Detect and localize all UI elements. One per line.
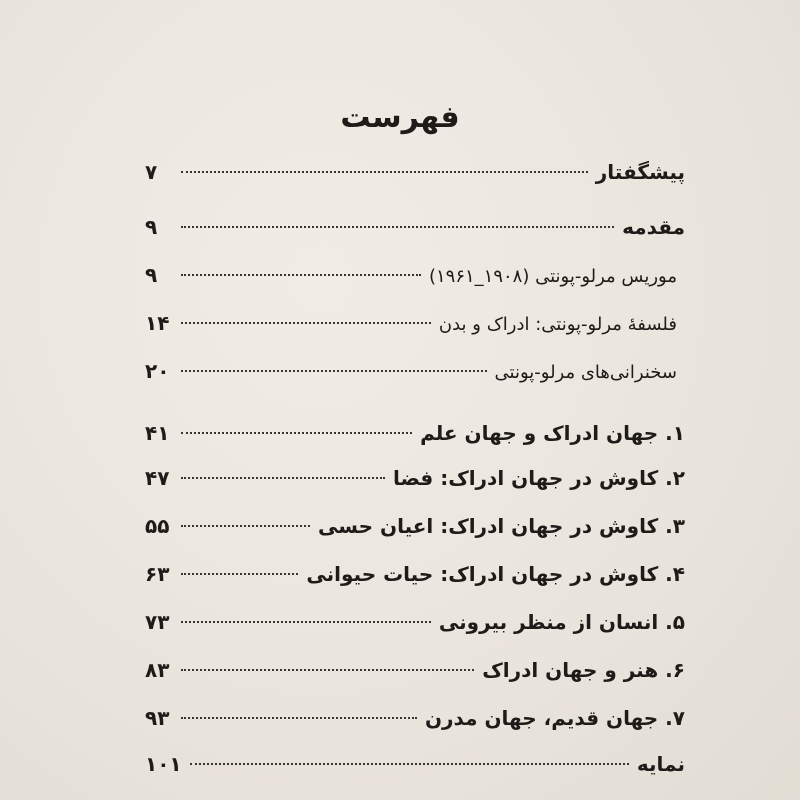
toc-row <box>145 160 685 194</box>
toc-page-number: ۸۳ <box>145 658 170 682</box>
toc-row <box>145 562 685 596</box>
toc-page-number: ۴۷ <box>145 466 170 490</box>
toc-page-number: ۹۳ <box>145 706 170 730</box>
toc-entry-label: سخنرانی‌های مرلو-پونتی <box>494 362 677 383</box>
toc-entry-label: ۴. کاوش در جهان ادراک: حیات حیوانی <box>306 562 685 586</box>
toc-row <box>145 466 685 500</box>
toc-entry-label: نمایه <box>636 752 685 776</box>
toc-entry-label: فلسفهٔ مرلو-پونتی: ادراک و بدن <box>438 314 677 335</box>
toc-row <box>145 311 685 345</box>
dot-leader <box>181 432 412 434</box>
toc-row <box>145 752 685 786</box>
dot-leader <box>181 525 310 527</box>
toc-page-number: ۴۱ <box>145 421 170 445</box>
dot-leader <box>181 573 298 575</box>
toc-page-number: ۹ <box>145 215 158 239</box>
toc-row <box>145 610 685 644</box>
toc-entry-label: ۷. جهان قدیم، جهان مدرن <box>424 706 685 730</box>
dot-leader <box>181 171 588 173</box>
toc-row <box>145 706 685 740</box>
dot-leader <box>181 669 474 671</box>
toc-row <box>145 215 685 249</box>
toc-page-number: ۷ <box>145 160 158 184</box>
dot-leader <box>190 763 629 765</box>
dot-leader <box>181 274 421 276</box>
toc-row <box>145 359 685 393</box>
dot-leader <box>181 322 431 324</box>
toc-entry-label: پیشگفتار <box>595 160 685 184</box>
toc-page-number: ۲۰ <box>145 359 170 383</box>
toc-page-number: ۵۵ <box>145 514 170 538</box>
dot-leader <box>181 226 614 228</box>
toc-row <box>145 263 685 297</box>
toc-entry-label: ۶. هنر و جهان ادراک <box>482 658 685 682</box>
dot-leader <box>181 370 487 372</box>
dot-leader <box>181 717 417 719</box>
toc-page-number: ۱۴ <box>145 311 170 335</box>
toc-entry-label: ۱. جهان ادراک و جهان علم <box>420 421 685 445</box>
toc-entry-label: ۵. انسان از منظر بیرونی <box>438 610 685 634</box>
dot-leader <box>181 477 385 479</box>
toc-page-number: ۱۰۱ <box>145 752 182 776</box>
toc-page-number: ۷۳ <box>145 610 170 634</box>
toc-page-number: ۹ <box>145 263 158 287</box>
page-title: فهرست <box>340 100 460 135</box>
toc-entry-label: مقدمه <box>622 215 685 239</box>
toc-entry-label: ۲. کاوش در جهان ادراک: فضا <box>392 466 685 490</box>
toc-row <box>145 514 685 548</box>
toc-entry-label: موریس مرلو-پونتی (۱۹۰۸_۱۹۶۱) <box>428 266 677 287</box>
toc-page-number: ۶۳ <box>145 562 170 586</box>
toc-row <box>145 658 685 692</box>
toc-row <box>145 421 685 455</box>
dot-leader <box>181 621 431 623</box>
toc-entry-label: ۳. کاوش در جهان ادراک: اعیان حسی <box>318 514 685 538</box>
